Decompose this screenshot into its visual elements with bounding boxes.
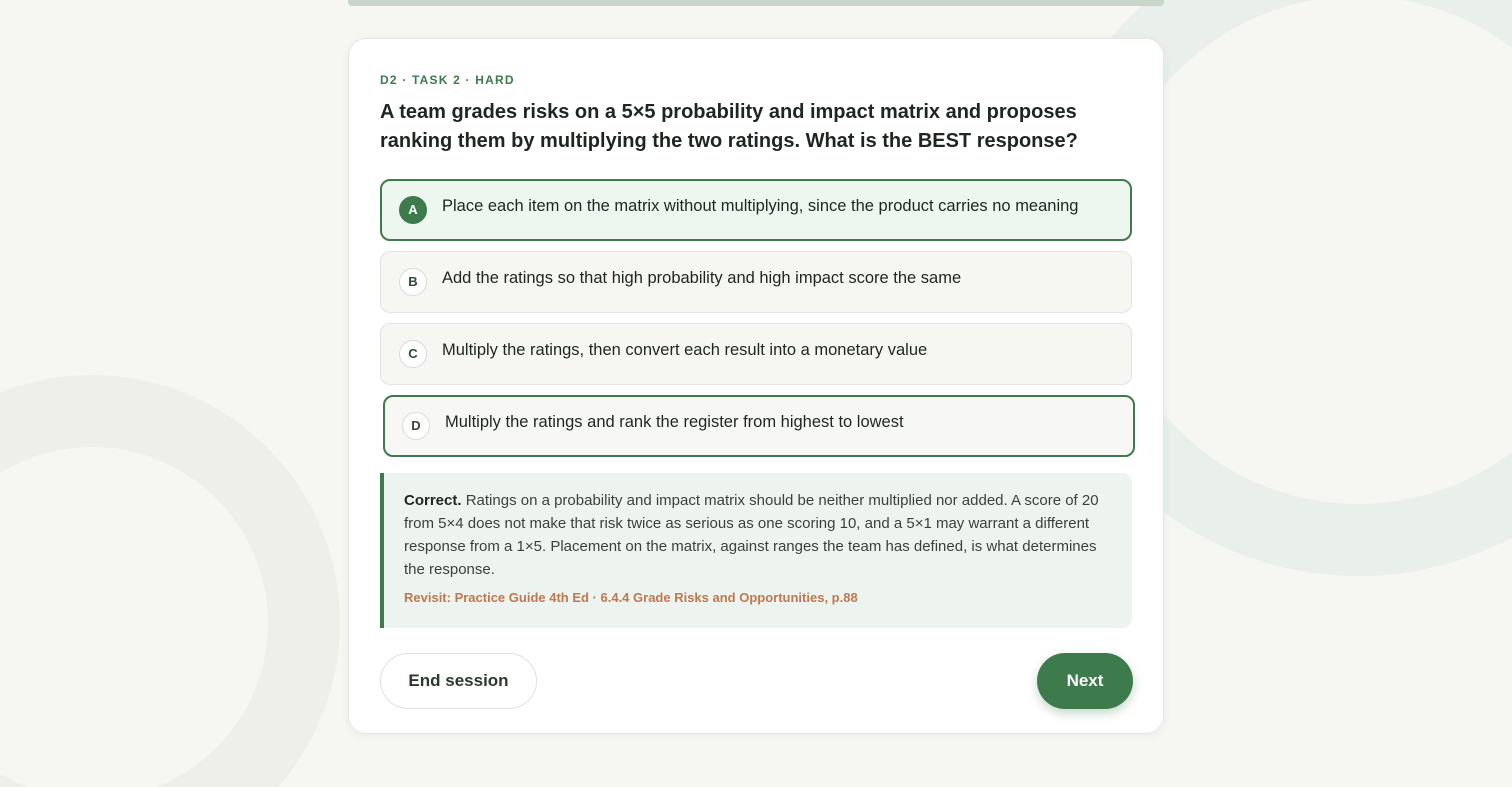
option-c[interactable] xyxy=(380,323,1132,385)
option-b[interactable] xyxy=(380,251,1132,313)
revisit-reference: Revisit: Practice Guide 4th Ed · 6.4.4 Grade Risks and Opportunities, p.88 xyxy=(404,590,858,605)
option-d[interactable] xyxy=(383,395,1135,457)
option-text-b: Add the ratings so that high probability and high impact score the same xyxy=(442,269,962,287)
question-card xyxy=(348,38,1164,734)
background-arc-left xyxy=(0,411,304,787)
feedback-lead: Correct. xyxy=(404,492,462,509)
feedback-panel xyxy=(380,473,1132,628)
option-letter-a: A xyxy=(399,196,427,224)
feedback-body: Ratings on a probability and impact matrix should be neither multiplied nor added. A score of 20 from 5×4 does not make that risk twice as serious as one scoring 10, and a 5×1 may warrant a different response from a 1×5. Placement on the matrix, against ranges the team has defined, is what determines the response. xyxy=(404,492,1099,578)
next-button[interactable]: Next xyxy=(1037,653,1133,709)
end-session-button[interactable]: End session xyxy=(380,653,537,709)
progress-bar xyxy=(348,0,1164,6)
option-letter-b: B xyxy=(399,268,427,296)
option-text-c: Multiply the ratings, then convert each result into a monetary value xyxy=(442,341,928,359)
option-text-a: Place each item on the matrix without multiplying, since the product carries no meaning xyxy=(442,197,1079,215)
feedback-text xyxy=(404,489,1110,581)
progress-fill xyxy=(348,0,1164,6)
option-letter-d: D xyxy=(402,412,430,440)
question-text: A team grades risks on a 5×5 probability and impact matrix and proposes ranking them by multiplying the two ratings. What is the BEST response? xyxy=(380,101,1078,152)
option-text-d: Multiply the ratings and rank the register from highest to lowest xyxy=(445,413,904,431)
question-meta: D2 · TASK 2 · HARD xyxy=(380,73,515,87)
option-letter-c: C xyxy=(399,340,427,368)
option-a[interactable] xyxy=(380,179,1132,241)
